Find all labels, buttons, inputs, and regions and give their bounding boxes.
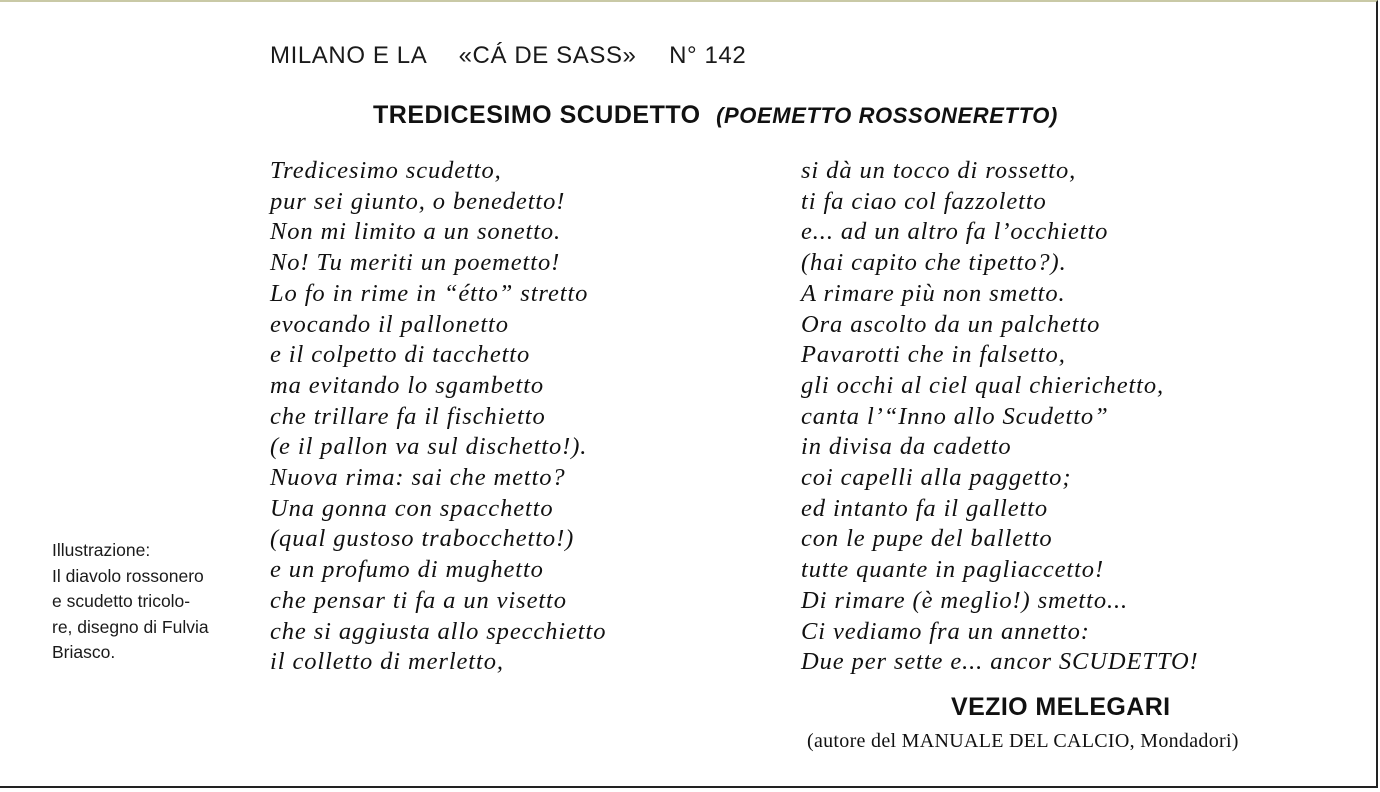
caption-line: Briasco. — [52, 642, 116, 662]
poem-line: Lo fo in rime in “étto” stretto — [270, 279, 589, 307]
poem-line: e un profumo di mughetto — [270, 556, 544, 584]
poem-line: Tredicesimo scudetto, — [270, 157, 502, 184]
poem-subtitle: (POEMETTO ROSSONERETTO) — [716, 103, 1058, 128]
poem-line: ti fa ciao col fazzoletto — [801, 187, 1047, 215]
poem-line: che si aggiusta allo specchietto — [270, 617, 607, 645]
poem-line: pur sei giunto, o benedetto! — [270, 187, 566, 215]
poem-line: Due per sette e... ancor SCUDETTO! — [801, 648, 1199, 676]
poem-line: Di rimare (è meglio!) smetto... — [801, 586, 1129, 614]
poem-line: Ora ascolto da un palchetto — [801, 310, 1101, 338]
poem-line: Una gonna con spacchetto — [270, 494, 554, 522]
poem-line: in divisa da cadetto — [801, 433, 1012, 461]
poem-line: A rimare più non smetto. — [801, 279, 1066, 307]
poem-line: Pavarotti che in falsetto, — [801, 341, 1066, 369]
poem-title — [373, 101, 1058, 130]
poem-right-column — [801, 156, 1199, 678]
poem-line: (qual gustoso trabocchetto!) — [270, 525, 575, 553]
poem-line: No! Tu meriti un poemetto! — [270, 249, 561, 277]
poem-line: gli occhi al ciel qual chierichetto, — [801, 371, 1165, 399]
poem-line: (hai capito che tipetto?). — [801, 249, 1067, 277]
card-number: N° 142 — [669, 42, 747, 69]
poem-line: tutte quante in pagliaccetto! — [801, 556, 1105, 584]
poem-left-column — [270, 156, 606, 678]
poem-line: (e il pallon va sul dischetto!). — [270, 433, 588, 461]
author-note: (autore del MANUALE DEL CALCIO, Mondadori) — [807, 730, 1239, 752]
series-header — [270, 42, 746, 70]
poem-line: Nuova rima: sai che metto? — [270, 464, 566, 492]
poem-line: e il colpetto di tacchetto — [270, 341, 531, 369]
poem-line: e... ad un altro fa l’occhietto — [801, 218, 1109, 246]
poem-line: evocando il pallonetto — [270, 310, 509, 338]
poem-line: ma evitando lo sgambetto — [270, 371, 545, 399]
poem-line: ed intanto fa il galletto — [801, 494, 1049, 522]
poem-line: il colletto di merletto, — [270, 648, 504, 676]
poem-line: che pensar ti fa a un visetto — [270, 586, 567, 614]
caption-line: re, disegno di Fulvia — [52, 616, 209, 637]
caption-line: Il diavolo rossonero — [52, 565, 204, 586]
illustration-caption — [52, 538, 252, 666]
series-label: MILANO E LA — [270, 42, 426, 69]
poem-line: che trillare fa il fischietto — [270, 402, 546, 430]
poem-line: coi capelli alla paggetto; — [801, 464, 1072, 492]
poem-line: con le pupe del balletto — [801, 525, 1053, 553]
caption-line: Illustrazione: — [52, 540, 151, 560]
series-title: «CÁ DE SASS» — [458, 42, 637, 69]
poem-line: si dà un tocco di rossetto, — [801, 157, 1077, 184]
poem-line: Non mi limito a un sonetto. — [270, 218, 562, 246]
poem-line: Ci vediamo fra un annetto: — [801, 617, 1090, 645]
author-name: VEZIO MELEGARI — [951, 693, 1171, 721]
caption-line: e scudetto tricolo- — [52, 591, 191, 611]
poem-line: canta l’“Inno allo Scudetto” — [801, 402, 1109, 430]
poem-title-main: TREDICESIMO SCUDETTO — [373, 101, 701, 129]
